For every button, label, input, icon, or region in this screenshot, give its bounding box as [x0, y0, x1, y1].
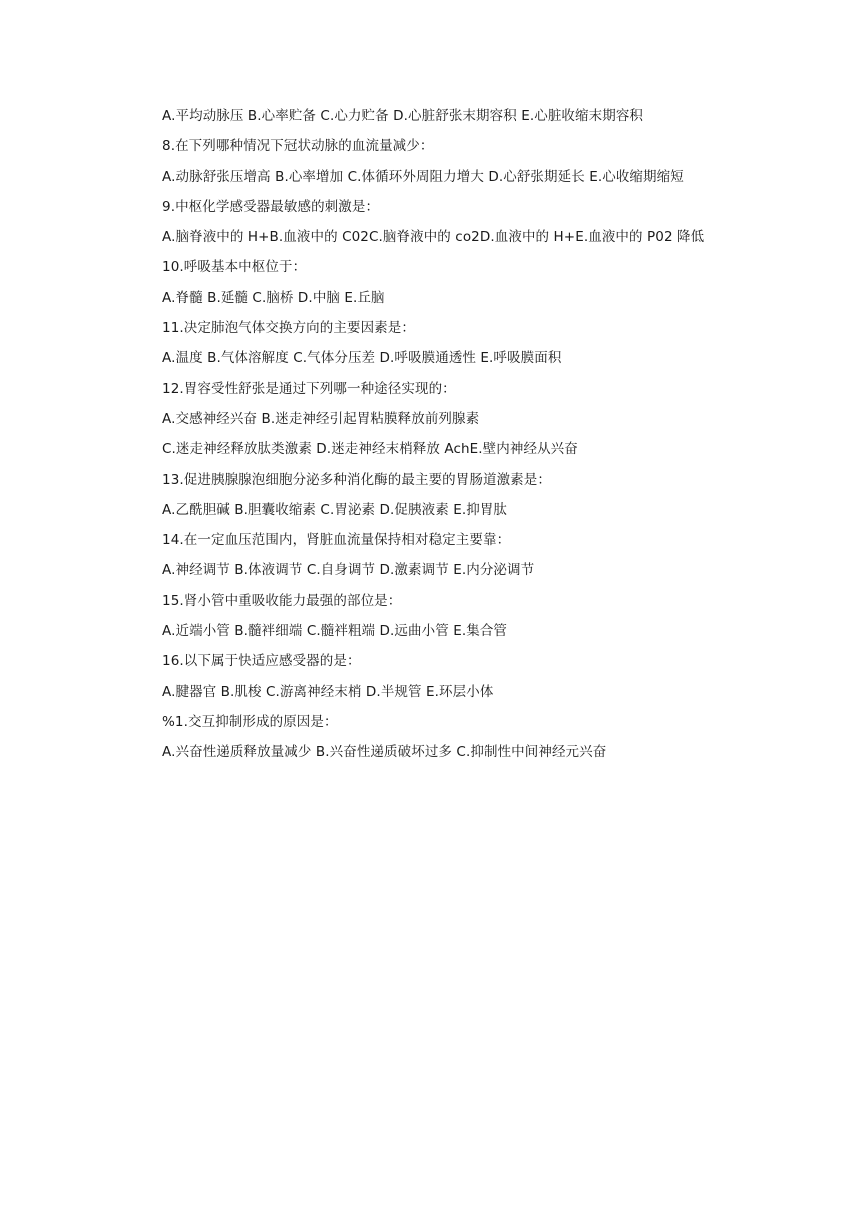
question-14: 14.在一定血压范围内，肾脏血流量保持相对稳定主要靠： [162, 532, 511, 549]
question-13: 13.促进胰腺腺泡细胞分泌多种消化酶的最主要的胃肠道激素是： [162, 471, 551, 488]
question-15: 15.肾小管中重吸收能力最强的部位是： [162, 592, 402, 609]
options-line: A.兴奋性递质释放量减少 B.兴奋性递质破坏过多 C.抑制性中间神经元兴奋 [162, 744, 607, 761]
question-10: 10.呼吸基本中枢位于： [162, 259, 307, 276]
question-11: 11.决定肺泡气体交换方向的主要因素是： [162, 320, 415, 337]
options-line: C.迷走神经释放肽类激素 D.迷走神经末梢释放 AchE.壁内神经从兴奋 [162, 441, 578, 458]
question-17: %1.交互抑制形成的原因是： [162, 713, 338, 730]
options-line: A.脊髓 B.延髓 C.脑桥 D.中脑 E.丘脑 [162, 289, 385, 306]
options-line: A.平均动脉压 B.心率贮备 C.心力贮备 D.心脏舒张末期容积 E.心脏收缩末期容积 [162, 108, 644, 124]
question-12: 12.胃容受性舒张是通过下列哪一种途径实现的： [162, 380, 456, 397]
options-line: A.神经调节 B.体液调节 C.自身调节 D.激素调节 E.内分泌调节 [162, 562, 535, 579]
options-line: A.近端小管 B.髓袢细端 C.髓袢粗端 D.远曲小管 E.集合管 [162, 623, 508, 640]
question-9: 9.中枢化学感受器最敏感的刺激是： [162, 198, 380, 215]
options-line: A.腱器官 B.肌梭 C.游离神经末梢 D.半规管 E.环层小体 [162, 683, 494, 700]
document-body [162, 102, 842, 769]
options-line: A.脑脊液中的 H+B.血液中的 C02C.脑脊液中的 co2D.血液中的 H+E.血液中的 P02 降低 [162, 229, 705, 246]
question-16: 16.以下属于快适应感受器的是： [162, 653, 361, 670]
options-line: A.交感神经兴奋 B.迷走神经引起胃粘膜释放前列腺素 [162, 410, 480, 427]
options-line: A.动脉舒张压增高 B.心率增加 C.体循环外周阻力增大 D.心舒张期延长 E.心收缩期缩短 [162, 168, 684, 185]
options-line: A.温度 B.气体溶解度 C.气体分压差 D.呼吸膜通透性 E.呼吸膜面积 [162, 350, 562, 367]
options-line: A.乙酰胆碱 B.胆囊收缩素 C.胃泌素 D.促胰液素 E.抑胃肽 [162, 501, 508, 518]
question-8: 8.在下列哪种情况下冠状动脉的血流量减少： [162, 138, 434, 155]
